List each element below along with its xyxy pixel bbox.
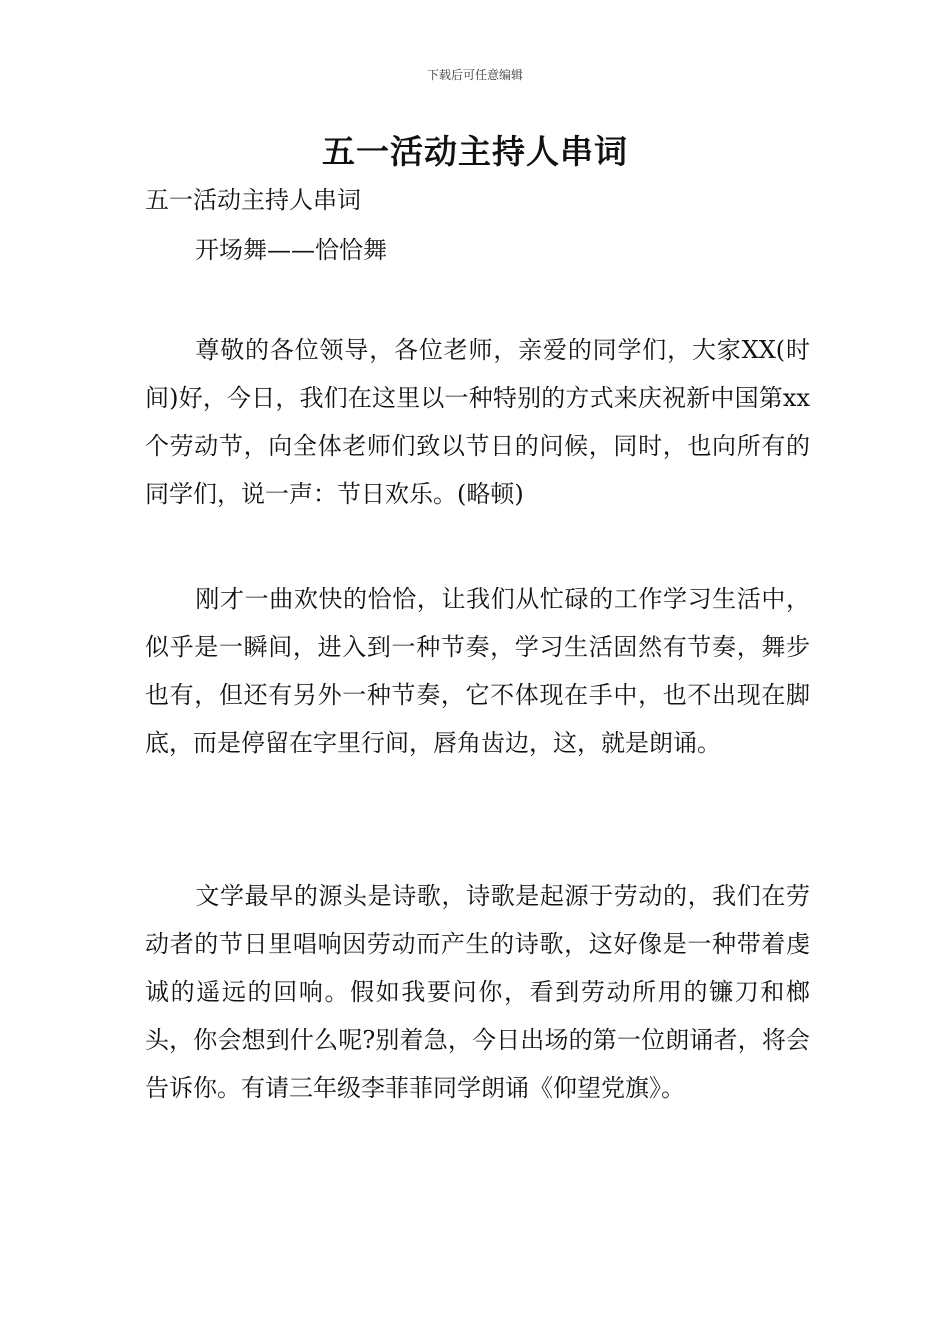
opening-act: 开场舞——恰恰舞 [195, 236, 387, 264]
document-subtitle: 五一活动主持人串词 [145, 186, 361, 214]
paragraph-greeting: 尊敬的各位领导，各位老师，亲爱的同学们，大家XX(时间)好，今日，我们在这里以一种特别的方式来庆祝新中国第xx个劳动节，向全体老师们致以节日的问候，同时，也向所有的同学们，说一声：节日欢乐。(略顿) [145, 336, 810, 508]
document-title: 五一活动主持人串词 [322, 132, 628, 171]
paragraph-recitation-intro: 刚才一曲欢快的恰恰，让我们从忙碌的工作学习生活中，似乎是一瞬间，进入到一种节奏，学习生活固然有节奏，舞步也有，但还有另外一种节奏，它不体现在手中，也不出现在脚底，而是停留在字里行间，唇角齿边，这，就是朗诵。 [145, 585, 810, 757]
paragraph-first-performer: 文学最早的源头是诗歌，诗歌是起源于劳动的，我们在劳动者的节日里唱响因劳动而产生的诗歌，这好像是一种带着虔诚的遥远的回响。假如我要问你，看到劳动所用的镰刀和榔头，你会想到什么呢?别着急，今日出场的第一位朗诵者，将会告诉你。有请三年级李菲菲同学朗诵《仰望党旗》。 [145, 882, 810, 1102]
header-note: 下载后可任意编辑 [426, 68, 523, 82]
